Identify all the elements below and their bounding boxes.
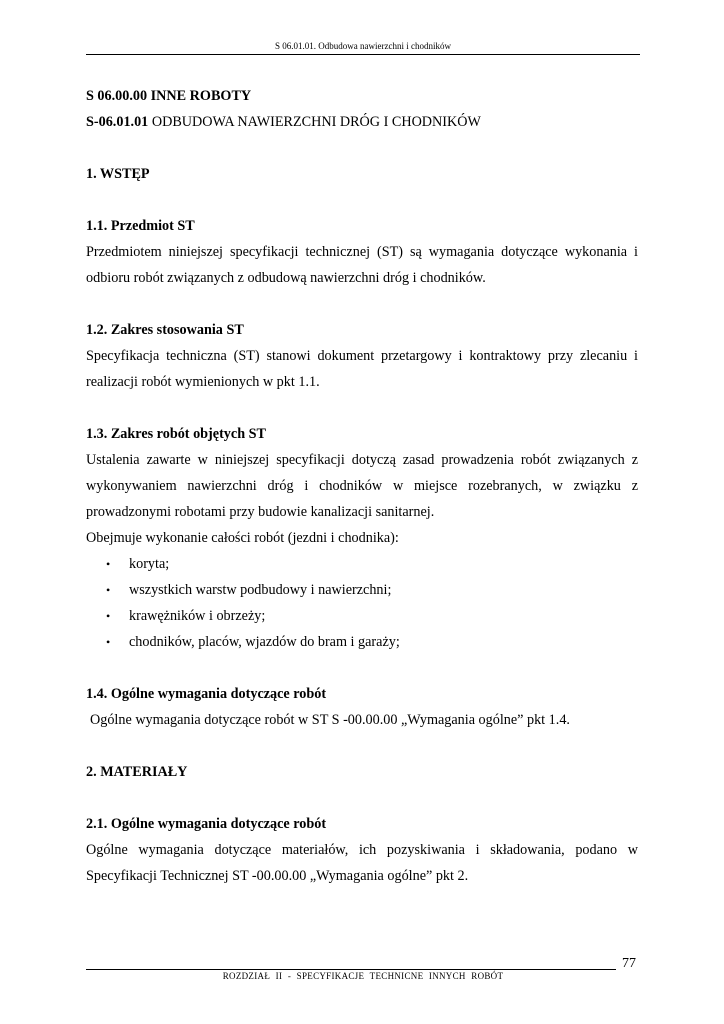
page-number: 77 xyxy=(622,956,636,971)
spec-name: ODBUDOWA NAWIERZCHNI DRÓG I CHODNIKÓW xyxy=(148,114,481,130)
running-header: S 06.01.01. Odbudowa nawierzchni i chodników xyxy=(275,41,451,51)
header-rule xyxy=(86,54,640,55)
bullet-icon: • xyxy=(106,609,111,623)
list-item: • koryta; xyxy=(86,551,638,577)
spec-code: S-06.01.01 xyxy=(86,114,149,130)
section-1-1-heading: 1.1. Przedmiot ST xyxy=(86,218,195,234)
section-2-1-body: Ogólne wymagania dotyczące materiałów, ich pozyskiwania i składowania, podano w Specyfikacji Technicznej ST -00.00.00 „Wymagania ogólne” pkt 2. xyxy=(86,842,638,884)
bullet-icon: • xyxy=(106,583,111,597)
bullet-icon: • xyxy=(106,557,111,571)
section-1-4-body: Ogólne wymagania dotyczące robót w ST S -00.00.00 „Wymagania ogólne” pkt 1.4. xyxy=(90,712,570,728)
list-item: • wszystkich warstw podbudowy i nawierzchni; xyxy=(86,577,638,603)
running-footer: ROZDZIAŁ II - SPECYFIKACJE TECHNICNE INNYCH ROBÓT xyxy=(222,971,504,981)
section-2-heading: 2. MATERIAŁY xyxy=(86,764,188,780)
list-item: • chodników, placów, wjazdów do bram i garaży; xyxy=(86,629,638,655)
document-body xyxy=(86,83,638,889)
section-1-3-intro: Obejmuje wykonanie całości robót (jezdni i chodnika): xyxy=(86,530,399,546)
section-1-3-heading: 1.3. Zakres robót objętych ST xyxy=(86,426,266,442)
section-1-1-body: Przedmiotem niniejszej specyfikacji technicznej (ST) są wymagania dotyczące wykonania i odbioru robót związanych z odbudową nawierzchni dróg i chodników. xyxy=(86,244,638,286)
section-1-heading: 1. WSTĘP xyxy=(86,166,150,182)
spec-title xyxy=(86,109,638,135)
scope-list xyxy=(86,551,638,655)
list-item: • krawężników i obrzeży; xyxy=(86,603,638,629)
chapter-title: S 06.00.00 INNE ROBOTY xyxy=(86,88,252,104)
section-1-3-body: Ustalenia zawarte w niniejszej specyfikacji dotyczą zasad prowadzenia robót związanych z wykonywaniem nawierzchni dróg i chodników w miejsce rozebranych, w związku z prowadzonymi robotami przy budowie kanalizacji sanitarnej. xyxy=(86,452,638,520)
section-1-4-heading: 1.4. Ogólne wymagania dotyczące robót xyxy=(86,686,327,702)
section-1-2-body: Specyfikacja techniczna (ST) stanowi dokument przetargowy i kontraktowy przy zlecaniu i realizacji robót wymienionych w pkt 1.1. xyxy=(86,348,638,390)
bullet-icon: • xyxy=(106,635,111,649)
section-2-1-heading: 2.1. Ogólne wymagania dotyczące robót xyxy=(86,816,327,832)
section-1-2-heading: 1.2. Zakres stosowania ST xyxy=(86,322,244,338)
